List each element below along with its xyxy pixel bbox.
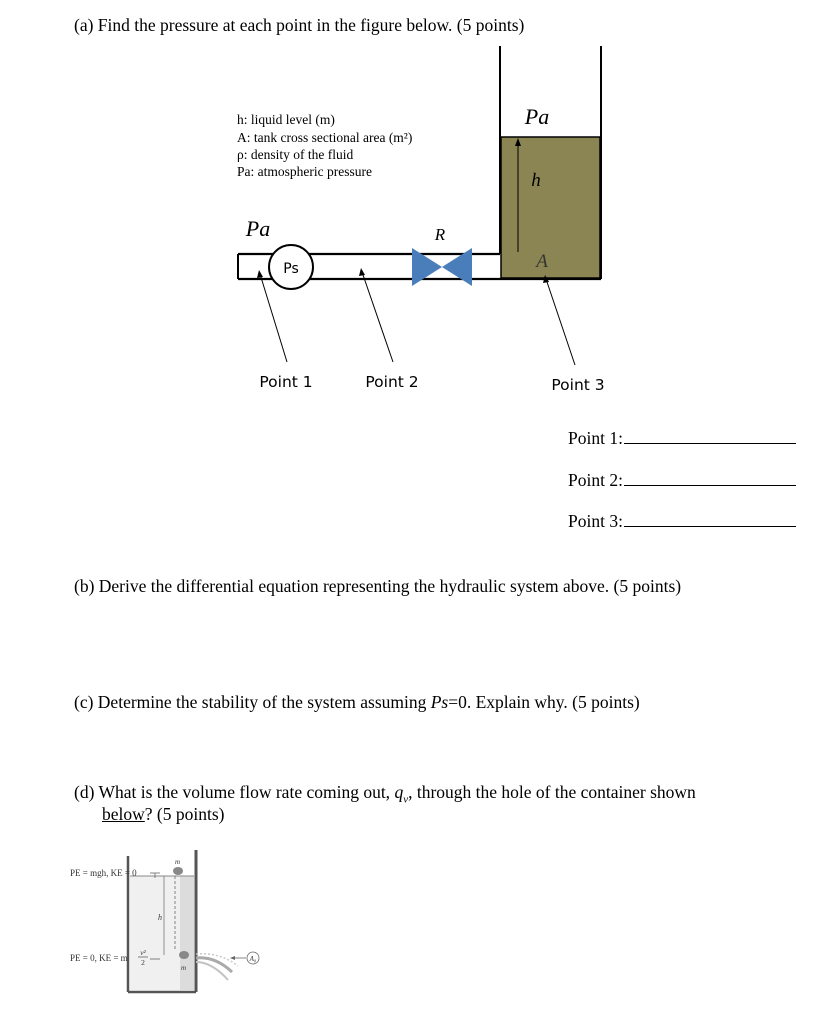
pa-tank-label: Pa xyxy=(524,104,550,129)
m-bottom-label: m xyxy=(181,964,187,972)
question-d-suffix: , through the hole of the container shown xyxy=(408,782,696,802)
point2-label: Point 2 xyxy=(365,373,419,391)
bottom-droplet xyxy=(179,951,189,959)
legend-a: A: tank cross sectional area (m²) xyxy=(237,130,413,145)
answer-point3-line[interactable] xyxy=(624,512,796,527)
point3-label: Point 3 xyxy=(551,376,605,394)
r-label: R xyxy=(434,225,446,244)
top-droplet xyxy=(173,867,183,875)
answer-point3-label: Point 3: xyxy=(568,511,623,531)
answer-point2-line[interactable] xyxy=(624,471,796,486)
point1-label: Point 1 xyxy=(259,373,313,391)
question-c-var: Ps xyxy=(430,692,449,712)
h-label-2: h xyxy=(158,913,162,922)
question-c xyxy=(74,691,640,713)
question-d-prefix: (d) What is the volume flow rate coming out, xyxy=(74,782,395,802)
legend-h: h: liquid level (m) xyxy=(237,112,335,127)
question-d-var: q xyxy=(394,782,404,802)
answer-point1-line[interactable] xyxy=(624,429,796,444)
question-d-rest: ? (5 points) xyxy=(144,804,225,824)
pe-bottom-frac-num: v² xyxy=(140,948,146,957)
point2-leader xyxy=(362,272,393,362)
h-label: h xyxy=(531,170,541,191)
answer-point1 xyxy=(568,428,796,449)
answer-point2-label: Point 2: xyxy=(568,470,623,490)
question-b: (b) Derive the differential equation representing the hydraulic system above. (5 points) xyxy=(74,576,682,596)
pe-bottom-label: PE = 0, KE = m xyxy=(70,953,128,963)
pe-top-label: PE = mgh, KE = 0 xyxy=(70,868,137,878)
question-d-line2 xyxy=(102,803,225,825)
tank-fluid xyxy=(501,137,600,278)
container-figure xyxy=(0,840,300,1010)
point3-leader xyxy=(546,279,575,365)
legend-pa: Pa: atmospheric pressure xyxy=(237,164,372,179)
pe-bottom-frac-den: 2 xyxy=(141,958,145,967)
a0-label: A₀ xyxy=(249,955,257,963)
question-c-prefix: (c) Determine the stability of the system assuming xyxy=(74,692,431,712)
legend-rho: ρ: density of the fluid xyxy=(237,147,354,162)
question-d-sub: v xyxy=(403,793,409,806)
answer-point1-label: Point 1: xyxy=(568,428,623,448)
question-a: (a) Find the pressure at each point in the figure below. (5 points) xyxy=(74,15,525,35)
hydraulic-system-figure xyxy=(0,0,832,420)
question-d-below: below xyxy=(102,804,145,824)
answer-point2 xyxy=(568,470,796,491)
pa-pipe-label: Pa xyxy=(245,216,271,241)
a-label: A xyxy=(536,251,548,272)
answer-point3 xyxy=(568,511,796,532)
ps-label: Ps xyxy=(283,261,299,277)
question-c-suffix: =0. Explain why. (5 points) xyxy=(448,692,640,712)
m-top-label: m xyxy=(175,858,181,866)
jet-stream xyxy=(196,958,232,972)
